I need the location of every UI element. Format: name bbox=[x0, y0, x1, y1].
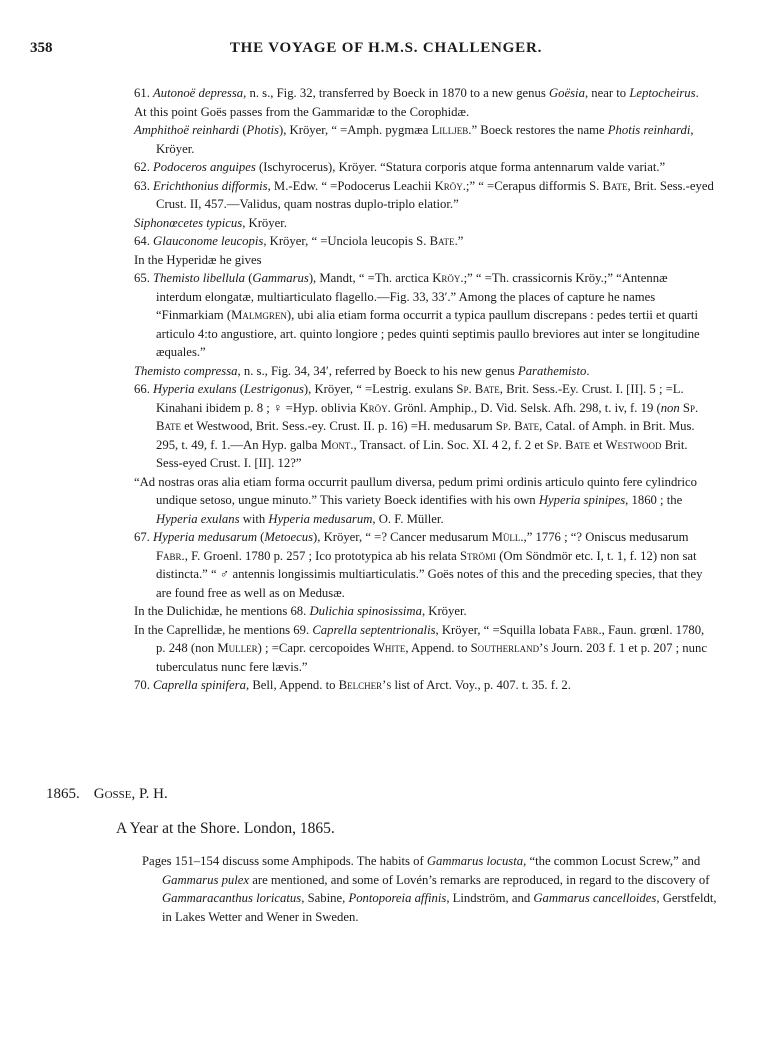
entry-text-segment: , Kröyer. bbox=[421, 604, 467, 618]
entry-text-segment: Fabr. bbox=[156, 548, 185, 563]
entry-text-segment: Parathemisto bbox=[517, 363, 587, 378]
entry-text-segment: Caprella septentrionalis bbox=[312, 622, 436, 637]
entry-text-segment: In the Hyperidæ he gives bbox=[134, 252, 262, 267]
entry-text-segment: ( bbox=[257, 530, 265, 544]
entry-text-segment: Hyperia spinipes bbox=[538, 493, 626, 507]
species-entry bbox=[134, 214, 714, 233]
entry-text-segment: Hyperia medusarum bbox=[153, 530, 257, 544]
entry-text-segment: ), Kröyer, “ =Lestrig. exulans bbox=[303, 382, 457, 396]
entry-text-segment: , M.-Edw. “ =Podocerus Leachii bbox=[267, 178, 435, 193]
entry-text-segment: Sp. Bate bbox=[495, 419, 540, 433]
entry-text-segment: et Westwood, Brit. Sess.-ey. Crust. II. p. 16) =H. medusarum bbox=[180, 419, 496, 433]
reference-text-segment: Pages 151–154 discuss some Amphipods. The habits of bbox=[142, 854, 427, 868]
entry-text-segment: Lilljeb. bbox=[431, 123, 472, 137]
species-entry bbox=[134, 121, 714, 158]
reference-text-segment: Gammaracanthus loricatus bbox=[162, 891, 302, 905]
entry-text-segment: Erichthonius difformis bbox=[153, 178, 268, 193]
entry-text-segment: Themisto libellula bbox=[153, 271, 246, 285]
entry-text-segment: Sp. Bate bbox=[546, 437, 591, 452]
species-entry bbox=[134, 269, 714, 362]
entry-text-segment: ( bbox=[239, 123, 247, 137]
entry-text-segment: , near to bbox=[584, 86, 630, 100]
species-entry bbox=[134, 621, 714, 677]
entry-text-segment: Hyperia medusarum bbox=[268, 511, 373, 526]
species-entry bbox=[134, 380, 714, 473]
entry-text-segment: “Ad nostras oras alia etiam forma occurrit paullum diversa, pedum primi ordinis articulo quinto fere cylindrico undique setoso, ungue minuto.” This variety Boeck identifies with his own bbox=[134, 474, 698, 507]
entry-text-segment: 64. bbox=[134, 234, 154, 248]
species-entry bbox=[134, 676, 714, 695]
entry-text-segment: Grönl. Amphip., D. Vid. Selsk. Afh. 298, t. iv, f. 19 ( bbox=[390, 400, 661, 415]
entry-text-segment: Amphithoë reinhardi bbox=[134, 123, 240, 137]
species-entry bbox=[134, 103, 714, 122]
entry-text-segment: 62. bbox=[134, 160, 154, 174]
entry-text-segment: Sp. Bate bbox=[456, 382, 500, 396]
entry-text-segment: ), Kröyer, “ =Amph. pygmæa bbox=[278, 123, 432, 137]
entry-text-segment: , Kröyer. bbox=[242, 215, 287, 230]
entry-text-segment: ), ubi alia etiam forma occurrit a typica paullum discrepans : pedes tertii et quarti articulo 4:to angustiore, art. quinto longiore ; pedes quinti septimis paullo breviores aut inter se longitudine æquales.” bbox=[156, 308, 700, 359]
entry-text-segment: Gammarus bbox=[252, 271, 309, 285]
reference-text-segment: Gammarus locusta bbox=[426, 854, 524, 868]
entry-text-segment: In the Caprellidæ, he mentions 69. bbox=[134, 622, 313, 637]
entry-text-segment: . bbox=[586, 363, 590, 378]
entry-text-segment: White bbox=[372, 641, 406, 655]
reference-entry bbox=[46, 786, 726, 924]
entry-text-segment: ( bbox=[236, 382, 244, 396]
entry-text-segment: Müll. bbox=[491, 530, 524, 544]
entry-text-segment: (Om Söndmör etc. I, t. 1, f. 12) non sat distincta.” “ ♂ antennis longissimis multiarticulatis.” Goës notes of this and the preceding species, that they are found free as well as on Medusæ. bbox=[156, 548, 703, 600]
entry-text-segment: Kröy. bbox=[359, 400, 391, 415]
entry-text-segment: Malmgren bbox=[231, 308, 287, 322]
entry-text-segment: ,” 1776 ; “? Oniscus medusarum bbox=[523, 530, 689, 544]
reference-heading bbox=[46, 786, 726, 803]
entry-text-segment: Belcher’s bbox=[338, 678, 392, 692]
reference-text-segment: are mentioned, and some of Lovén’s remarks are reproduced, in regard to the discovery of bbox=[249, 872, 710, 887]
entry-text-segment: ” Boeck restores the name bbox=[471, 123, 608, 137]
species-entry bbox=[134, 362, 714, 381]
entry-text-segment: ;” “ =Th. crassicornis Kröy.;” “Antennæ interdum elongatæ, multiarticulato flagello.—Fig. 33, 33′.” Among the places of capture he names “Finmarkiam ( bbox=[156, 271, 668, 322]
entry-text-segment: ;” “ =Cerapus difformis S. bbox=[465, 178, 603, 193]
entry-text-segment: Siphonœcetes typicus bbox=[134, 215, 243, 230]
reference-text-segment: Gammarus cancelloides bbox=[533, 891, 657, 905]
entry-text-segment: Hyperia exulans bbox=[156, 511, 240, 526]
species-entry bbox=[134, 473, 714, 529]
reference-body-text bbox=[142, 852, 726, 926]
entry-text-segment: Southerland’s bbox=[470, 641, 549, 655]
reference-title: A Year at the Shore. London, 1865. bbox=[116, 820, 335, 837]
entry-text-segment: , Catal. of Amph. in Brit. Mus. 295, t. 49, f. 1.—An Hyp. galba bbox=[156, 419, 695, 452]
entry-text-segment: , F. Groenl. 1780 p. 257 ; Ico prototypica ab his relata bbox=[184, 548, 460, 563]
entry-text-segment: , n. s., Fig. 34, 34′, referred by Boeck to his new genus bbox=[237, 363, 518, 378]
entry-text-segment: , Bell, Append. to bbox=[245, 678, 339, 692]
reference-text-segment: Pontoporeia affinis bbox=[348, 891, 447, 905]
reference-text-segment: , Sabine, bbox=[301, 891, 349, 905]
entry-text-segment: Journ. 203 f. 1 et p. 207 ; nunc tuberculatus nunc fere lævis.” bbox=[156, 641, 707, 674]
species-list bbox=[134, 84, 714, 695]
species-entry bbox=[134, 84, 714, 103]
entry-text-segment: , Faun. grœnl. 1780, p. 248 (non bbox=[156, 622, 705, 655]
entry-text-segment: Sp. Bate bbox=[156, 400, 699, 433]
running-title: THE VOYAGE OF H.M.S. CHALLENGER. bbox=[229, 40, 543, 56]
reference-text-segment: , Lindström, and bbox=[446, 891, 534, 905]
entry-text-segment: , Brit. Sess.-eyed Crust. II, 457.—Validus, quam nostras duplo-triplo elatior.” bbox=[156, 178, 714, 211]
entry-text-segment: Autonoë depressa bbox=[153, 86, 244, 100]
entry-text-segment: Hyperia exulans bbox=[153, 382, 237, 396]
entry-text-segment: list of Arct. Voy., p. 407. t. 35. f. 2. bbox=[391, 678, 571, 692]
reference-author: Gosse, P. H. bbox=[93, 786, 168, 802]
entry-text-segment: Muller bbox=[217, 641, 258, 655]
entry-text-segment: , Transact. of Lin. Soc. XI. 4 2, f. 2 et bbox=[353, 437, 547, 452]
entry-text-segment: et bbox=[590, 437, 606, 452]
entry-text-segment: (Ischyrocerus), Kröyer. “Statura corporis atque forma antennarum valde variat.” bbox=[255, 160, 666, 174]
entry-text-segment: 66. bbox=[134, 382, 154, 396]
entry-text-segment: . bbox=[695, 86, 699, 100]
entry-text-segment: , Kröyer, “ =Squilla lobata bbox=[435, 622, 573, 637]
entry-text-segment: 70. bbox=[134, 678, 154, 692]
species-entry bbox=[134, 251, 714, 270]
species-entry bbox=[134, 232, 714, 251]
species-entry bbox=[134, 528, 714, 602]
entry-text-segment: Glauconome leucopis bbox=[153, 234, 264, 248]
entry-text-segment: Strömi bbox=[459, 548, 497, 563]
reference-text-segment: , Gerstfeldt, in Lakes Wetter and Wener in Sweden. bbox=[162, 891, 717, 924]
entry-text-segment: 63. bbox=[134, 178, 154, 193]
entry-text-segment: , Kröyer, “ =Unciola leucopis S. bbox=[263, 234, 430, 248]
page-number: 358 bbox=[30, 40, 53, 56]
reference-body bbox=[142, 852, 726, 926]
entry-text-segment: non bbox=[660, 400, 680, 415]
entry-text-segment: ), Mandt, “ =Th. arctica bbox=[308, 271, 433, 285]
entry-text-segment: ), Kröyer, “ =? Cancer medusarum bbox=[313, 530, 492, 544]
entry-text-segment: Metoecus bbox=[264, 530, 314, 544]
entry-text-segment: Leptocheirus bbox=[629, 86, 696, 100]
entry-text-segment: Podoceros anguipes bbox=[153, 160, 256, 174]
reference-text-segment: , “the common Locust Screw,” and bbox=[523, 854, 701, 868]
entry-text-segment: ) ; =Capr. cercopoides bbox=[257, 641, 373, 655]
entry-text-segment: Kröy. bbox=[434, 178, 466, 193]
entry-text-segment: , 1860 ; the bbox=[625, 493, 683, 507]
entry-text-segment: Dulichia spinosissima bbox=[309, 604, 422, 618]
entry-text-segment: Photis reinhardi bbox=[607, 123, 691, 137]
entry-text-segment: Brit. Sess-eyed Crust. I. [II]. 12?” bbox=[156, 437, 688, 470]
entry-text-segment: Lestrigonus bbox=[243, 382, 304, 396]
entry-text-segment: with bbox=[239, 511, 269, 526]
entry-text-segment: 65. bbox=[134, 271, 154, 285]
entry-text-segment: 67. bbox=[134, 530, 154, 544]
species-entry bbox=[134, 602, 714, 621]
entry-text-segment: Goësia bbox=[548, 86, 585, 100]
entry-text-segment: , n. s., Fig. 32, transferred by Boeck in 1870 to a new genus bbox=[243, 86, 549, 100]
reference-text-segment: Gammarus pulex bbox=[162, 872, 250, 887]
entry-text-segment: Westwood bbox=[605, 437, 662, 452]
species-entry bbox=[134, 158, 714, 177]
entry-text-segment: , O. F. Müller. bbox=[372, 511, 444, 526]
entry-text-segment: Photis bbox=[246, 123, 279, 137]
entry-text-segment: Bate bbox=[602, 178, 628, 193]
entry-text-segment: , Append. to bbox=[405, 641, 471, 655]
entry-text-segment: At this point Goës passes from the Gammaridæ to the Corophidæ. bbox=[134, 104, 470, 119]
entry-text-segment: .” bbox=[454, 234, 464, 248]
entry-text-segment: Themisto compressa bbox=[134, 363, 238, 378]
entry-text-segment: Fabr. bbox=[572, 622, 602, 637]
reference-year: 1865. bbox=[46, 786, 80, 802]
entry-text-segment: Caprella spinifera bbox=[153, 678, 246, 692]
entry-text-segment: 61. bbox=[134, 86, 154, 100]
entry-text-segment: , Brit. Sess.-Ey. Crust. I. [II]. 5 ; =L. Kinahani ibidem p. 8 ; ♀ =Hyp. oblivia bbox=[156, 382, 684, 415]
entry-text-segment: , Kröyer. bbox=[156, 123, 694, 156]
page-header bbox=[30, 40, 742, 64]
entry-text-segment: In the Dulichidæ, he mentions 68. bbox=[134, 604, 310, 618]
species-entry bbox=[134, 177, 714, 214]
entry-text-segment: Mont. bbox=[320, 437, 354, 452]
entry-text-segment: Bate bbox=[429, 234, 455, 248]
entry-text-segment: ( bbox=[245, 271, 253, 285]
entry-text-segment: Kröy. bbox=[432, 271, 464, 285]
